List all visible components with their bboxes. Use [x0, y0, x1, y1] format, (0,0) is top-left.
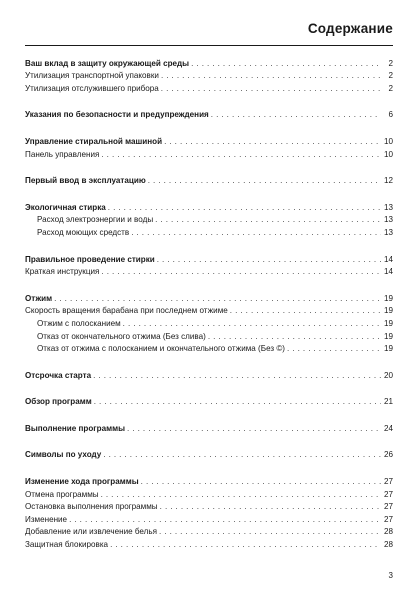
- toc-entry-page: 13: [383, 202, 393, 212]
- header-divider: [25, 45, 393, 46]
- toc-entry-page: 27: [383, 502, 393, 512]
- toc-entry[interactable]: [25, 81, 393, 94]
- toc-entry-page: 24: [383, 423, 393, 433]
- toc-entry-label: Выполнение программы: [25, 423, 126, 433]
- toc-entry[interactable]: [25, 252, 393, 265]
- toc-entry[interactable]: [25, 500, 393, 513]
- toc-entry[interactable]: [25, 147, 393, 160]
- toc-entry-page: 10: [383, 149, 393, 159]
- toc-entry-page: 13: [383, 215, 393, 225]
- toc-entry-page: 2: [388, 71, 393, 81]
- toc-entry[interactable]: [25, 474, 393, 487]
- table-of-contents: [25, 56, 393, 550]
- toc-entry[interactable]: [25, 512, 393, 525]
- dot-leader: [148, 176, 381, 186]
- dot-leader: [110, 540, 381, 550]
- dot-leader: [93, 371, 381, 381]
- dot-leader: [101, 267, 381, 277]
- toc-entry-label: Изменение хода программы: [25, 477, 139, 487]
- toc-entry[interactable]: [25, 395, 393, 408]
- dot-leader: [131, 228, 381, 238]
- toc-entry[interactable]: [25, 134, 393, 147]
- page-number: 3: [388, 571, 393, 580]
- dot-leader: [159, 527, 381, 537]
- toc-entry-label: Управление стиральной машиной: [25, 136, 163, 146]
- dot-leader: [155, 215, 381, 225]
- toc-entry-page: 26: [383, 450, 393, 460]
- toc-entry-label: Расход моющих средств: [37, 227, 130, 237]
- toc-entry-label: Указания по безопасности и предупреждения: [25, 110, 209, 120]
- dot-leader: [94, 397, 381, 407]
- dot-leader: [101, 150, 381, 160]
- toc-entry[interactable]: [25, 316, 393, 329]
- toc-entry[interactable]: [25, 56, 393, 69]
- toc-entry[interactable]: [25, 108, 393, 121]
- toc-entry-page: 19: [383, 331, 393, 341]
- toc-entry[interactable]: [25, 291, 393, 304]
- toc-entry-page: 19: [383, 344, 393, 354]
- toc-entry[interactable]: [25, 213, 393, 226]
- dot-leader: [161, 84, 381, 94]
- dot-leader: [211, 110, 381, 120]
- toc-entry-label: Отсрочка старта: [25, 370, 92, 380]
- toc-entry-label: Ваш вклад в защиту окружающей среды: [25, 58, 190, 68]
- toc-entry-label: Утилизация транспортной упаковки: [25, 71, 159, 81]
- toc-entry-page: 20: [383, 370, 393, 380]
- toc-entry-page: 21: [383, 397, 393, 407]
- toc-entry-page: 19: [383, 293, 393, 303]
- dot-leader: [108, 203, 381, 213]
- dot-leader: [101, 490, 381, 500]
- dot-leader: [157, 255, 381, 265]
- dot-leader: [123, 319, 381, 329]
- toc-entry[interactable]: [25, 487, 393, 500]
- toc-entry[interactable]: [25, 537, 393, 550]
- toc-entry-label: Скорость вращения барабана при последнем отжиме: [25, 306, 228, 316]
- toc-entry-label: Отказ от отжима с полосканием и окончательного отжима (Без ©): [37, 344, 286, 354]
- dot-leader: [230, 306, 381, 316]
- page-title: Содержание: [307, 21, 393, 36]
- toc-entry-label: Отжим: [25, 293, 53, 303]
- dot-leader: [161, 71, 381, 81]
- toc-entry[interactable]: [25, 448, 393, 461]
- dot-leader: [164, 137, 381, 147]
- toc-entry[interactable]: [25, 525, 393, 538]
- toc-entry-page: 6: [388, 110, 393, 120]
- toc-entry-page: 27: [383, 514, 393, 524]
- toc-entry-label: Отмена программы: [25, 489, 99, 499]
- toc-entry-label: Остановка выполнения программы: [25, 502, 158, 512]
- toc-entry-label: Расход электроэнергии и воды: [37, 215, 154, 225]
- toc-entry-page: 28: [383, 527, 393, 537]
- toc-entry-label: Краткая инструкция: [25, 267, 100, 277]
- dot-leader: [103, 450, 381, 460]
- toc-entry[interactable]: [25, 368, 393, 381]
- toc-entry-page: 28: [383, 540, 393, 550]
- dot-leader: [141, 477, 381, 487]
- toc-entry[interactable]: [25, 304, 393, 317]
- toc-entry-label: Экологичная стирка: [25, 202, 106, 212]
- dot-leader: [287, 344, 381, 354]
- dot-leader: [127, 424, 381, 434]
- toc-entry[interactable]: [25, 265, 393, 278]
- toc-entry-label: Добавление или извлечение белья: [25, 527, 157, 537]
- toc-entry-page: 12: [383, 176, 393, 186]
- dot-leader: [69, 515, 381, 525]
- toc-entry-page: 19: [383, 306, 393, 316]
- toc-entry[interactable]: [25, 200, 393, 213]
- toc-entry-page: 2: [388, 83, 393, 93]
- toc-entry[interactable]: [25, 342, 393, 355]
- toc-entry-page: 19: [383, 318, 393, 328]
- toc-entry-label: Защитная блокировка: [25, 540, 109, 550]
- toc-entry-label: Панель управления: [25, 149, 100, 159]
- dot-leader: [191, 59, 381, 69]
- toc-entry-page: 10: [383, 136, 393, 146]
- toc-entry-page: 14: [383, 254, 393, 264]
- toc-entry[interactable]: [25, 329, 393, 342]
- toc-entry-label: Утилизация отслужившего прибора: [25, 83, 159, 93]
- toc-entry-page: 27: [383, 489, 393, 499]
- toc-entry[interactable]: [25, 421, 393, 434]
- toc-entry-label: Символы по уходу: [25, 450, 102, 460]
- toc-entry-label: Отказ от окончательного отжима (Без слива): [37, 331, 206, 341]
- dot-leader: [54, 294, 381, 304]
- toc-entry[interactable]: [25, 225, 393, 238]
- toc-entry-label: Отжим с полосканием: [37, 318, 121, 328]
- toc-entry-page: 14: [383, 267, 393, 277]
- toc-entry-page: 13: [383, 227, 393, 237]
- dot-leader: [160, 502, 381, 512]
- dot-leader: [208, 332, 381, 342]
- toc-entry-label: Обзор программ: [25, 397, 92, 407]
- toc-entry-page: 2: [388, 58, 393, 68]
- toc-entry-label: Изменение: [25, 514, 68, 524]
- toc-entry-label: Первый ввод в эксплуатацию: [25, 176, 146, 186]
- toc-entry[interactable]: [25, 69, 393, 82]
- toc-entry-label: Правильное проведение стирки: [25, 254, 155, 264]
- toc-entry[interactable]: [25, 174, 393, 187]
- toc-entry-page: 27: [383, 477, 393, 487]
